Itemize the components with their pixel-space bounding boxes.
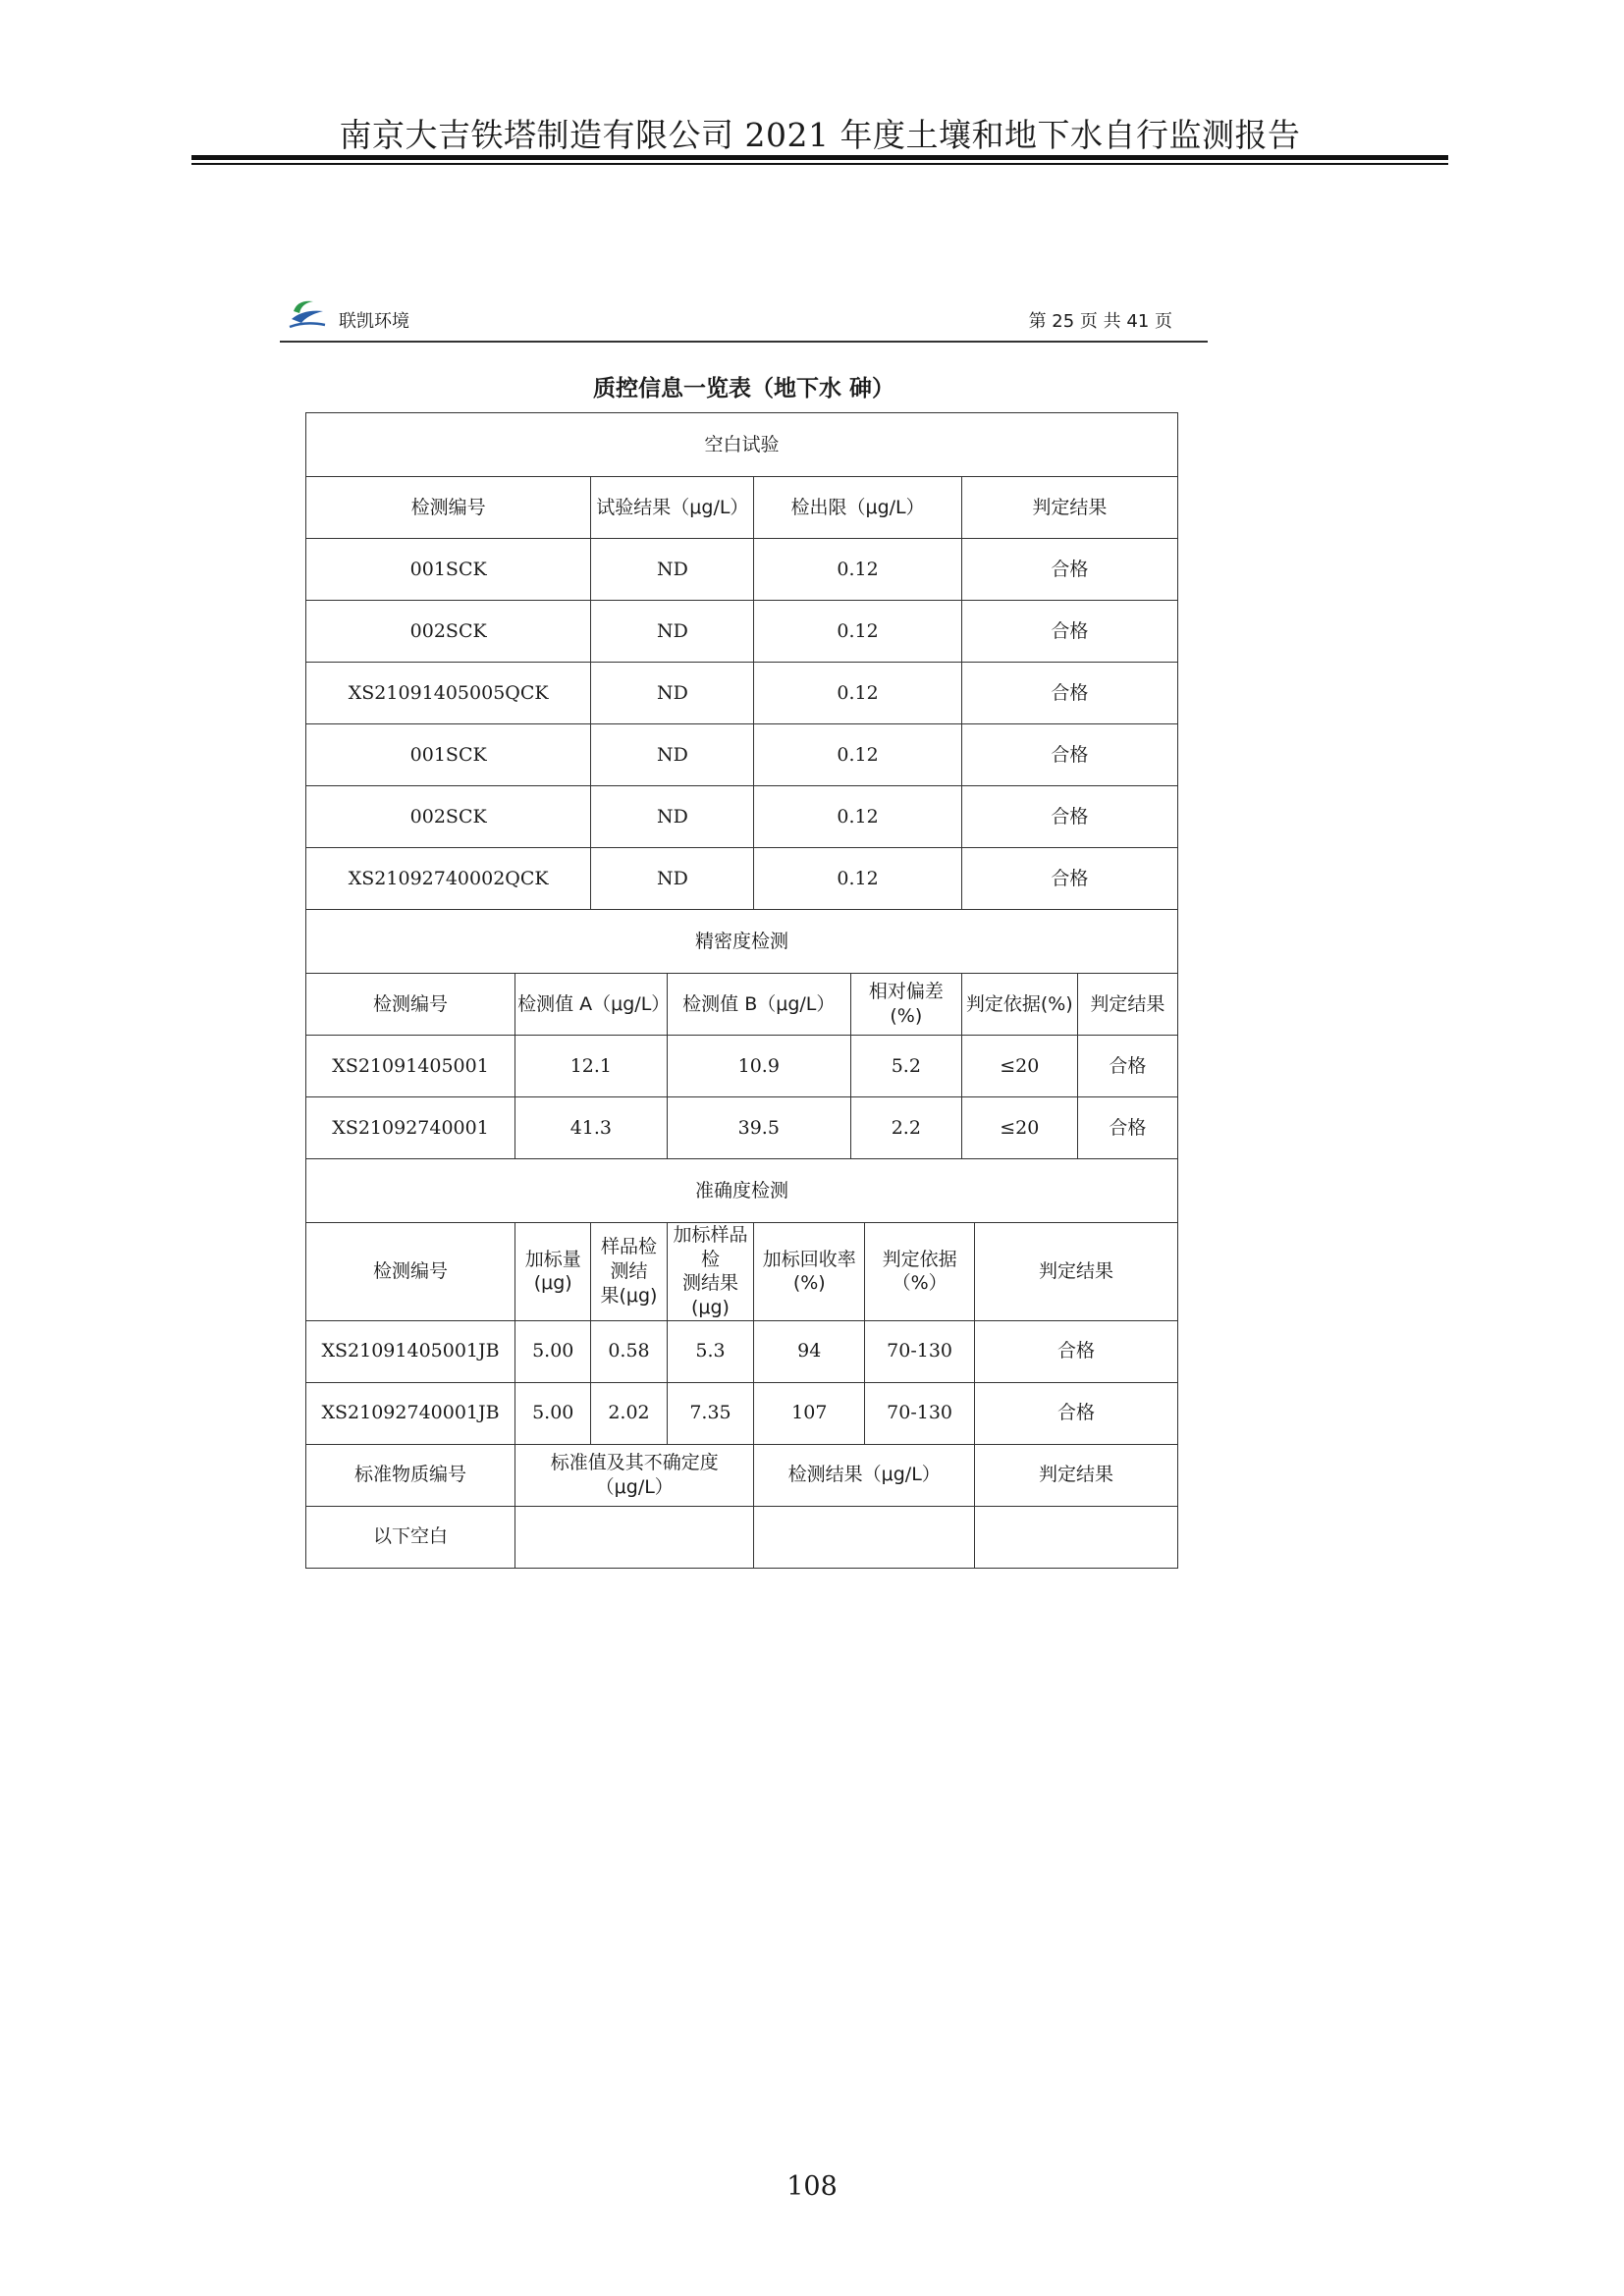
page-header: 南京大吉铁塔制造有限公司 2021 年度土壤和地下水自行监测报告 (339, 116, 1301, 154)
table-row (306, 1036, 1178, 1097)
header-cell: 检测值 B（μg/L） (667, 974, 850, 1036)
result-cell: ND (591, 539, 754, 601)
verdict-cell: 合格 (961, 848, 1177, 910)
blank-section-row (306, 413, 1178, 477)
page-number: 108 (786, 2171, 838, 2202)
verdict-cell: 合格 (961, 663, 1177, 724)
value-b-cell: 10.9 (667, 1036, 850, 1097)
detection-limit-cell: 0.12 (754, 786, 961, 848)
criterion-cell: ≤20 (961, 1097, 1077, 1159)
table-row (306, 1506, 1178, 1568)
table-row (306, 1382, 1178, 1444)
spiked-result-cell: 5.3 (667, 1320, 754, 1382)
accuracy-section-title: 准确度检测 (306, 1159, 1178, 1223)
header-rule-thin (191, 163, 1448, 165)
detection-limit-cell: 0.12 (754, 539, 961, 601)
qc-table (305, 412, 1178, 1569)
detection-limit-cell: 0.12 (754, 601, 961, 663)
header-cell: 判定结果 (975, 1223, 1178, 1321)
header-cell: 检测值 A（μg/L） (515, 974, 668, 1036)
recovery-cell: 107 (754, 1382, 865, 1444)
verdict-cell: 合格 (975, 1382, 1178, 1444)
header-cell: 检测编号 (306, 1223, 515, 1321)
table-title: 质控信息一览表（地下水 砷） (592, 376, 894, 401)
criterion-cell: 70-130 (865, 1320, 975, 1382)
sample-id-cell: XS21091405005QCK (306, 663, 591, 724)
verdict-cell: 合格 (961, 601, 1177, 663)
precision-section-title: 精密度检测 (306, 910, 1178, 974)
blank-header-row (306, 477, 1178, 539)
sample-id-cell: XS21092740002QCK (306, 848, 591, 910)
header-cell: 判定结果 (961, 477, 1177, 539)
table-row (306, 1097, 1178, 1159)
header-cell: 判定依据(%) (961, 974, 1077, 1036)
detection-limit-cell: 0.12 (754, 724, 961, 786)
result-cell: ND (591, 724, 754, 786)
relative-deviation-cell: 2.2 (850, 1097, 961, 1159)
relative-deviation-cell: 5.2 (850, 1036, 961, 1097)
criterion-cell: 70-130 (865, 1382, 975, 1444)
header-rule-thick (191, 155, 1448, 160)
liankai-logo-icon (288, 297, 327, 331)
header-cell: 检测编号 (306, 974, 515, 1036)
verdict-cell: 合格 (961, 724, 1177, 786)
header-cell: 判定依据 （%） (865, 1223, 975, 1321)
result-cell: ND (591, 601, 754, 663)
detection-limit-cell: 0.12 (754, 663, 961, 724)
spike-amount-cell: 5.00 (515, 1382, 591, 1444)
value-a-cell: 12.1 (515, 1036, 668, 1097)
criterion-cell: ≤20 (961, 1036, 1077, 1097)
sample-id-cell: 001SCK (306, 539, 591, 601)
verdict-cell: 合格 (961, 786, 1177, 848)
verdict-cell: 合格 (1077, 1036, 1177, 1097)
sample-id-cell: XS21092740001 (306, 1097, 515, 1159)
verdict-cell (975, 1506, 1178, 1568)
header-cell: 检测结果（μg/L） (754, 1444, 975, 1506)
table-row (306, 724, 1178, 786)
table-row (306, 786, 1178, 848)
table-row (306, 848, 1178, 910)
precision-section-row (306, 910, 1178, 974)
recovery-cell: 94 (754, 1320, 865, 1382)
sample-id-cell: XS21092740001JB (306, 1382, 515, 1444)
accuracy-header-row (306, 1223, 1178, 1321)
header-cell: 加标样品检 测结果(μg) (667, 1223, 754, 1321)
accuracy-section-row (306, 1159, 1178, 1223)
sample-result-cell: 2.02 (591, 1382, 667, 1444)
sample-id-cell: 002SCK (306, 601, 591, 663)
precision-header-row (306, 974, 1178, 1036)
blank-section-title: 空白试验 (306, 413, 1178, 477)
sample-result-cell: 0.58 (591, 1320, 667, 1382)
table-row (306, 1320, 1178, 1382)
page-info: 第 25 页 共 41 页 (1028, 311, 1172, 332)
header-cell: 样品检测结 果(μg) (591, 1223, 667, 1321)
header-cell: 试验结果（μg/L） (591, 477, 754, 539)
header-cell: 相对偏差(%) (850, 974, 961, 1036)
brand-name: 联凯环境 (339, 311, 409, 332)
scanned-report-page (280, 290, 1208, 1548)
header-cell: 标准值及其不确定度（μg/L） (515, 1444, 754, 1506)
standard-value-cell (515, 1506, 754, 1568)
table-row (306, 601, 1178, 663)
detection-limit-cell: 0.12 (754, 848, 961, 910)
header-cell: 标准物质编号 (306, 1444, 515, 1506)
sample-id-cell: 001SCK (306, 724, 591, 786)
result-cell (754, 1506, 975, 1568)
header-cell: 加标回收率 (%) (754, 1223, 865, 1321)
scan-header (280, 290, 1208, 343)
table-row (306, 539, 1178, 601)
header-cell: 检测编号 (306, 477, 591, 539)
header-cell: 检出限（μg/L） (754, 477, 961, 539)
header-cell: 加标量 (μg) (515, 1223, 591, 1321)
result-cell: ND (591, 663, 754, 724)
reference-id-cell: 以下空白 (306, 1506, 515, 1568)
table-row (306, 663, 1178, 724)
value-b-cell: 39.5 (667, 1097, 850, 1159)
verdict-cell: 合格 (1077, 1097, 1177, 1159)
sample-id-cell: XS21091405001JB (306, 1320, 515, 1382)
sample-id-cell: 002SCK (306, 786, 591, 848)
sample-id-cell: XS21091405001 (306, 1036, 515, 1097)
header-cell: 判定结果 (1077, 974, 1177, 1036)
verdict-cell: 合格 (961, 539, 1177, 601)
spike-amount-cell: 5.00 (515, 1320, 591, 1382)
result-cell: ND (591, 786, 754, 848)
reference-header-row (306, 1444, 1178, 1506)
value-a-cell: 41.3 (515, 1097, 668, 1159)
spiked-result-cell: 7.35 (667, 1382, 754, 1444)
header-cell: 判定结果 (975, 1444, 1178, 1506)
result-cell: ND (591, 848, 754, 910)
verdict-cell: 合格 (975, 1320, 1178, 1382)
